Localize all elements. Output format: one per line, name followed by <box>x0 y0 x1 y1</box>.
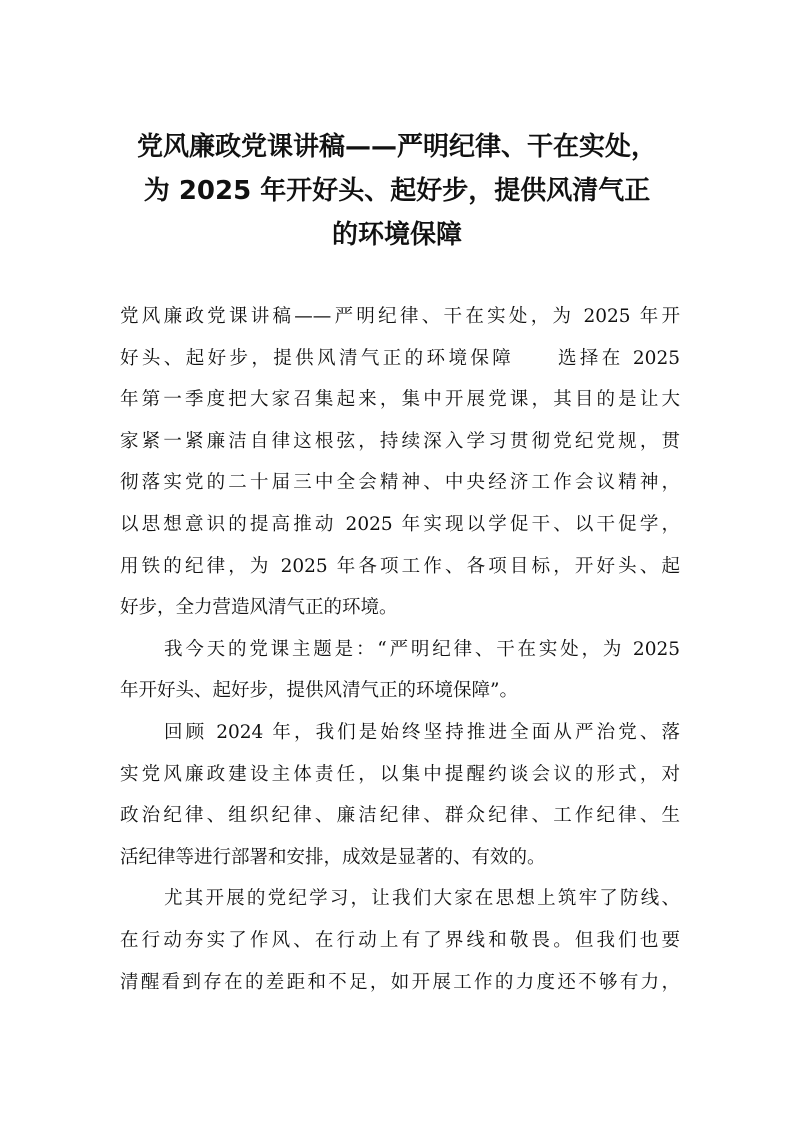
paragraph-line: 好步，全力营造风清气正的环境。 <box>120 597 398 619</box>
paragraph-line: 实党风廉政建设主体责任，以集中提醒约谈会议的形式，对 <box>120 763 680 785</box>
paragraph-line: 回顾 2024 年，我们是始终坚持推进全面从严治党、落 <box>164 721 680 743</box>
paragraph-line: 政治纪律、组织纪律、廉洁纪律、群众纪律、工作纪律、生 <box>120 805 680 827</box>
document-title <box>110 125 684 257</box>
paragraph-line: 以思想意识的提高推动 2025 年实现以学促干、以干促学， <box>120 513 680 535</box>
paragraph-line: 好头、起好步，提供风清气正的环境保障 选择在 2025 <box>120 347 680 369</box>
paragraph-line: 年第一季度把大家召集起来，集中开展党课，其目的是让大 <box>120 389 680 411</box>
paragraph-line: 党风廉政党课讲稿——严明纪律、干在实处，为 2025 年开 <box>120 306 680 327</box>
title-line: 的环境保障 <box>331 220 462 250</box>
paragraph-line: 我今天的党课主题是：“严明纪律、干在实处，为 2025 <box>164 638 680 660</box>
paragraph-line: 在行动夯实了作风、在行动上有了界线和敬畏。但我们也要 <box>120 929 680 951</box>
document-body <box>120 296 680 1003</box>
paragraph-line: 清醒看到存在的差距和不足，如开展工作的力度还不够有力， <box>120 971 680 993</box>
paragraph-line: 年开好头、起好步，提供风清气正的环境保障”。 <box>120 680 518 702</box>
paragraph-line: 家紧一紧廉洁自律这根弦，持续深入学习贯彻党纪党规，贯 <box>120 430 680 452</box>
paragraph-line: 彻落实党的二十届三中全会精神、中央经济工作会议精神， <box>120 472 680 494</box>
title-line: 为 2025 年开好头、起好步，提供风清气正 <box>143 176 651 206</box>
paragraph-line: 活纪律等进行部署和安排，成效是显著的、有效的。 <box>120 846 546 868</box>
paragraph-line: 用铁的纪律，为 2025 年各项工作、各项目标，开好头、起 <box>120 555 680 577</box>
title-line: 党风廉政党课讲稿——严明纪律、干在实处， <box>136 132 657 162</box>
paragraph-line: 尤其开展的党纪学习，让我们大家在思想上筑牢了防线、 <box>164 888 680 910</box>
